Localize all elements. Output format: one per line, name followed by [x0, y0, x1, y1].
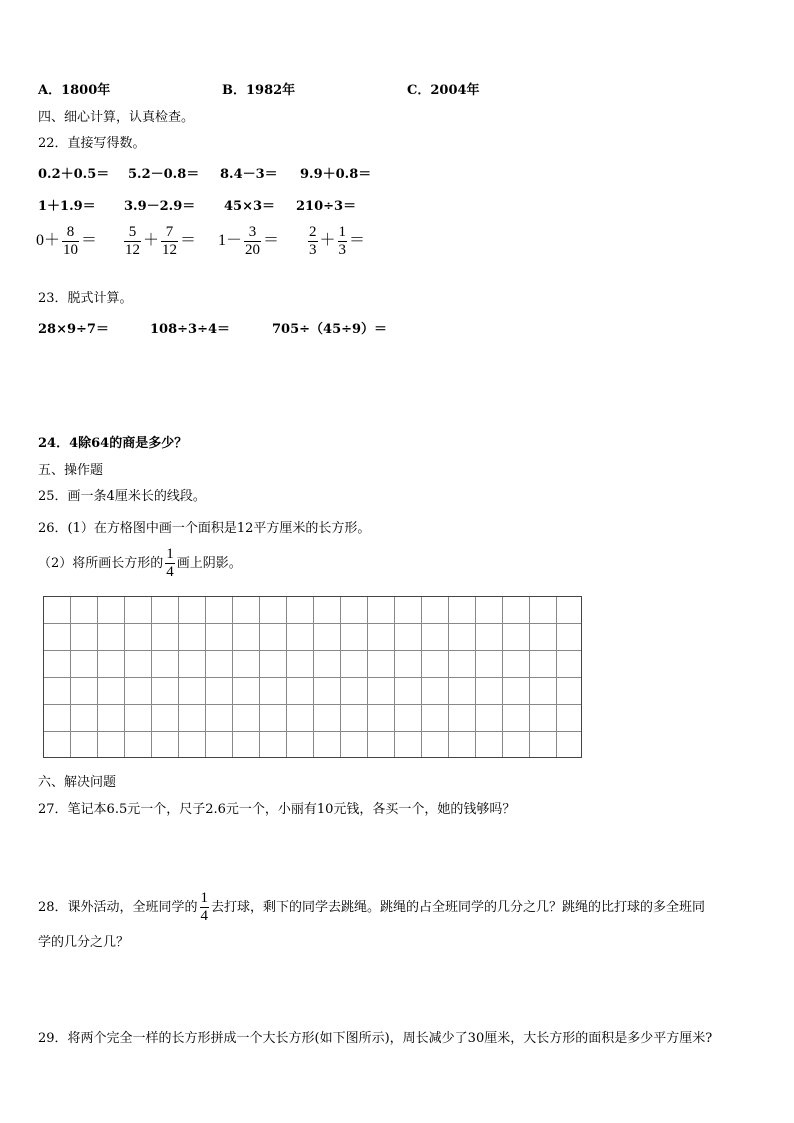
question-23: 23．脱式计算。	[38, 291, 133, 306]
option-c: C．2004年	[407, 83, 480, 98]
question-29: 29．将两个完全一样的长方形拼成一个大长方形(如下图所示)，周长减少了30厘米，大长方形的面积是多少平方厘米?	[38, 1031, 713, 1046]
section-5-heading: 五、操作题	[38, 463, 104, 478]
fraction-expr-4: $\frac{2}{3}$ ＋ $\frac{1}{3}$ ＝	[309, 223, 366, 258]
stepwise-calc-3: 705÷（45÷9）＝	[272, 322, 388, 337]
stepwise-calc-2: 108÷3÷4＝	[150, 322, 231, 337]
grid-paper	[43, 596, 582, 758]
calc-2: 5.2－0.8＝	[128, 167, 200, 182]
question-28-line-2: 学的几分之几？	[38, 935, 130, 950]
section-4-heading: 四、细心计算，认真检查。	[38, 110, 195, 125]
question-26-part-2: （2）将所画长方形的 $\frac{1}{4}$ 画上阴影。	[38, 546, 242, 580]
calc-4: 9.9＋0.8＝	[300, 167, 372, 182]
calc-1: 0.2＋0.5＝	[38, 167, 110, 182]
fraction-expr-3: 1－ $\frac{3}{20}$ ＝	[218, 223, 280, 258]
question-27: 27．笔记本6.5元一个，尺子2.6元一个，小丽有10元钱，各买一个，她的钱够吗？	[38, 802, 516, 817]
question-22: 22．直接写得数。	[38, 136, 146, 151]
question-28: 28．课外活动，全班同学的 $\frac{1}{4}$ 去打球，剩下的同学去跳绳。跳绳的占全班同学的几分之几？跳绳的比打球的多全班同	[38, 890, 706, 924]
calc-5: 1＋1.9＝	[38, 199, 96, 214]
question-24: 24．4除64的商是多少？	[38, 436, 188, 451]
calc-8: 210÷3＝	[296, 199, 357, 214]
calc-6: 3.9－2.9＝	[124, 199, 196, 214]
fraction-expr-1: 0＋ $\frac{8}{10}$ ＝	[36, 223, 98, 258]
section-6-heading: 六、解决问题	[38, 775, 117, 790]
stepwise-calc-1: 28×9÷7＝	[38, 322, 109, 337]
calc-7: 45×3＝	[224, 199, 276, 214]
option-a: A．1800年	[38, 83, 111, 98]
option-b: B．1982年	[222, 83, 296, 98]
question-26-part-1: 26．(1）在方格图中画一个面积是12平方厘米的长方形。	[38, 521, 371, 536]
fraction-expr-2: $\frac{5}{12}$ ＋ $\frac{7}{12}$ ＝	[125, 223, 197, 258]
calc-3: 8.4－3＝	[220, 167, 278, 182]
question-25: 25．画一条4厘米长的线段。	[38, 489, 206, 504]
